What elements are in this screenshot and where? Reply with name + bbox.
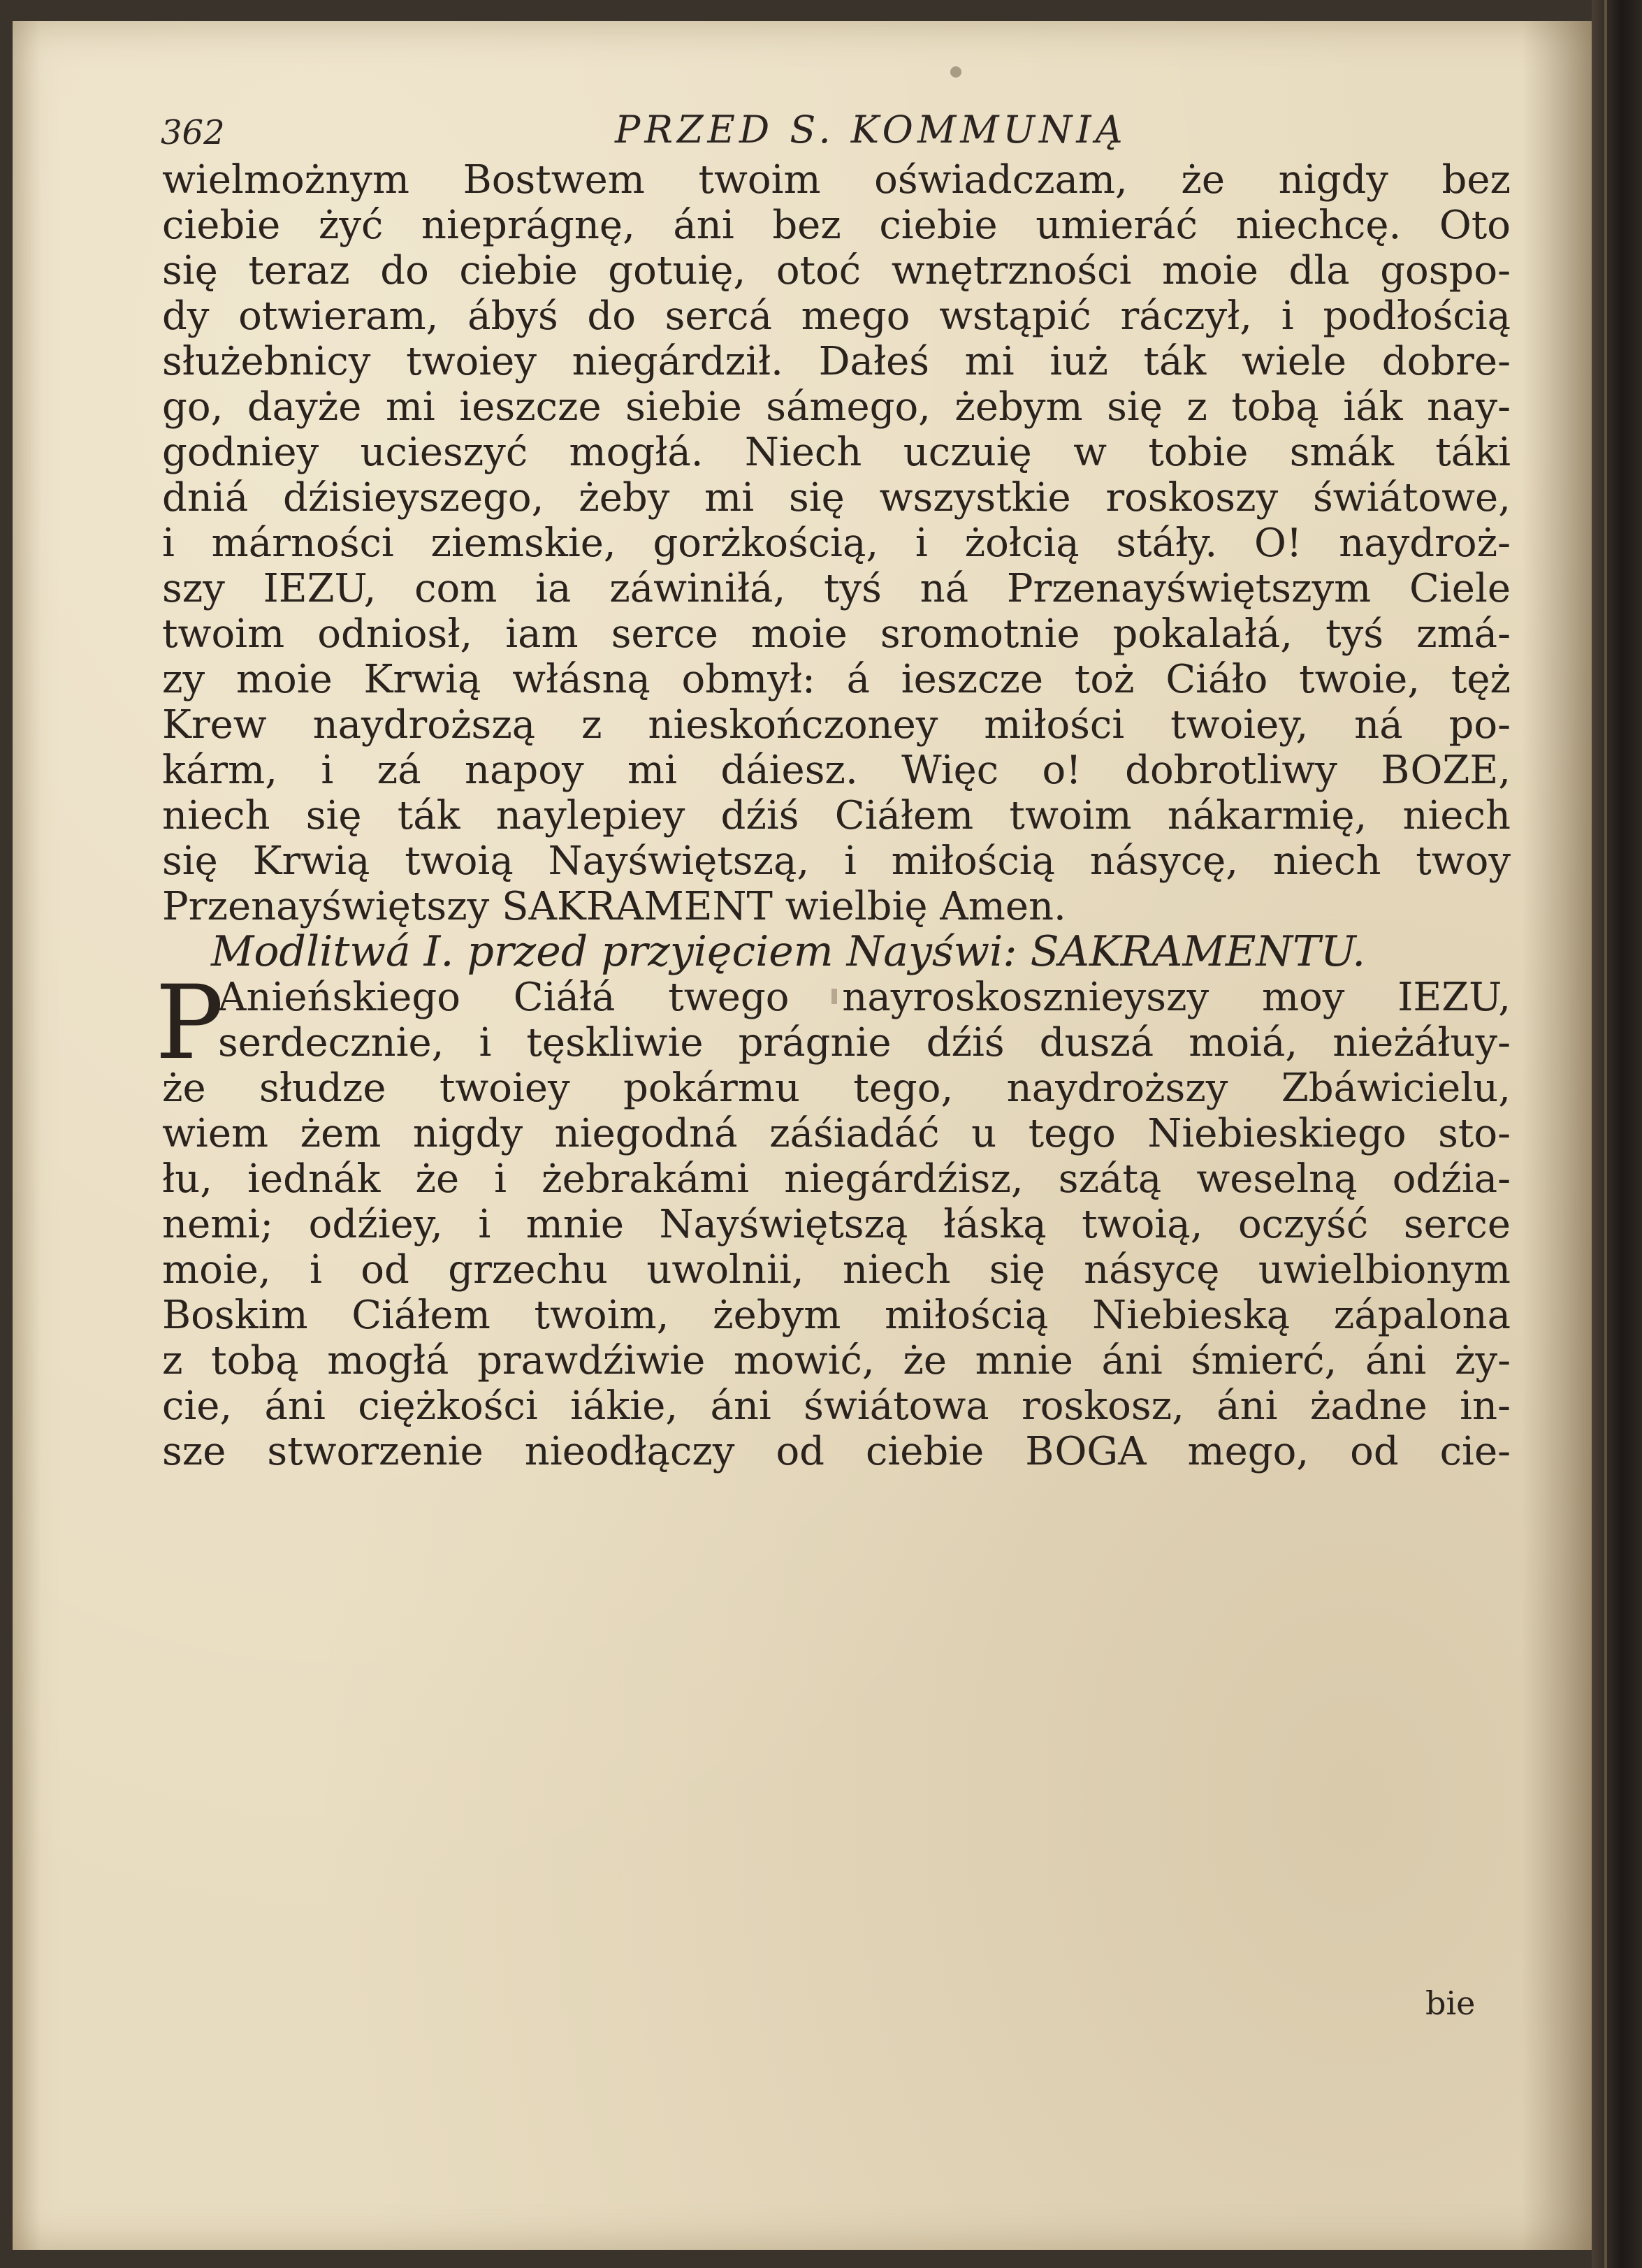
text-line: ciebie żyć nieprágnę, áni bez ciebie umieráć niechcę. Oto [162,203,1511,248]
text-line: zy moie Krwią włásną obmył: á ieszcze toż Ciáło twoie, tęż [162,657,1511,702]
text-line: go, dayże mi ieszcze siebie sámego, żebym się z tobą iák nay- [162,384,1511,430]
text-line: Przenayświętszy SAKRAMENT wielbię Amen. [162,884,1066,929]
prayer-paragraph [155,964,1511,1474]
text-line: z tobą mogłá prawdźiwie mowić, że mnie áni śmierć, áni ży- [162,1338,1511,1383]
text-line: i márności ziemskie, gorżkością, i żołcią stáły. O! naydroż- [162,521,1511,566]
text-line: łu, iednák że i żebrakámi niegárdźisz, szátą weselną odźia- [162,1156,1511,1202]
running-head: PRZED S. KOMMUNIĄ [615,108,1127,152]
text-line: służebnicy twoiey niegárdził. Dałeś mi iuż ták wiele dobre- [162,339,1511,384]
catchword: bie [1425,1984,1476,2022]
text-line: się teraz do ciebie gotuię, otoć wnętrzności moie dla gospo- [162,248,1511,293]
text-line: szy IEZU, com ia záwiniłá, tyś ná Przenayświętszym Ciele [162,566,1511,611]
text-line: wiem żem nigdy niegodná záśiadáć u tego Niebieskiego sto- [162,1111,1511,1156]
text-line: sze stworzenie nieodłączy od ciebie BOGA mego, od cie- [162,1429,1511,1474]
binding-edge [1592,0,1642,2268]
text-line: wielmożnym Bostwem twoim oświadczam, że nigdy bez [162,157,1511,203]
page-edge-line [1604,0,1607,2268]
text-line: Boskim Ciáłem twoim, żebym miłością Niebieską zápalona [162,1293,1511,1338]
text-block [155,157,1511,1474]
text-line: Krew naydroższą z nieskończoney miłości twoiey, ná po- [162,702,1511,748]
text-line: moie, i od grzechu uwolnii, niech się násycę uwielbionym [162,1247,1511,1293]
prayer-heading: Modlitwá I. przed przyięciem Nayświ: SAKRAMENTU. [211,927,1366,976]
text-line: kárm, i zá napoy mi dáiesz. Więc o! dobrotliwy BOZE, [162,748,1511,793]
text-line: serdecznie, i tęskliwie prágnie dźiś duszá moiá, nieżáłuy- [218,1020,1511,1066]
text-line: nemi; odźiey, i mnie Nayświętszą łáską twoią, oczyść serce [162,1202,1511,1247]
text-line: że słudze twoiey pokármu tego, naydroższy Zbáwicielu, [162,1066,1511,1111]
text-line: dy otwieram, ábyś do sercá mego wstąpić ráczył, i podłością [162,293,1511,339]
text-line: się Krwią twoią Nayświętszą, i miłością násycę, niech twoy [162,838,1511,884]
text-line: twoim odniosł, iam serce moie sromotnie pokalałá, tyś zmá- [162,611,1511,657]
drop-initial: P [155,964,224,1082]
text-line: cie, áni ciężkości iákie, áni świátowa roskosz, áni żadne in- [162,1383,1511,1429]
page-number: 362 [161,113,225,152]
text-line: dniá dźisieyszego, żeby mi się wszystkie roskoszy świátowe, [162,475,1511,521]
text-line: niech się ták naylepiey dźiś Ciáłem twoim nákarmię, niech [162,793,1511,838]
foxing-spot [950,66,961,78]
text-line: godniey ucieszyć mogłá. Niech uczuię w tobie smák táki [162,430,1511,475]
text-line: Anieńskiego Ciáłá twego nayroskosznieyszy moy IEZU, [218,975,1511,1020]
